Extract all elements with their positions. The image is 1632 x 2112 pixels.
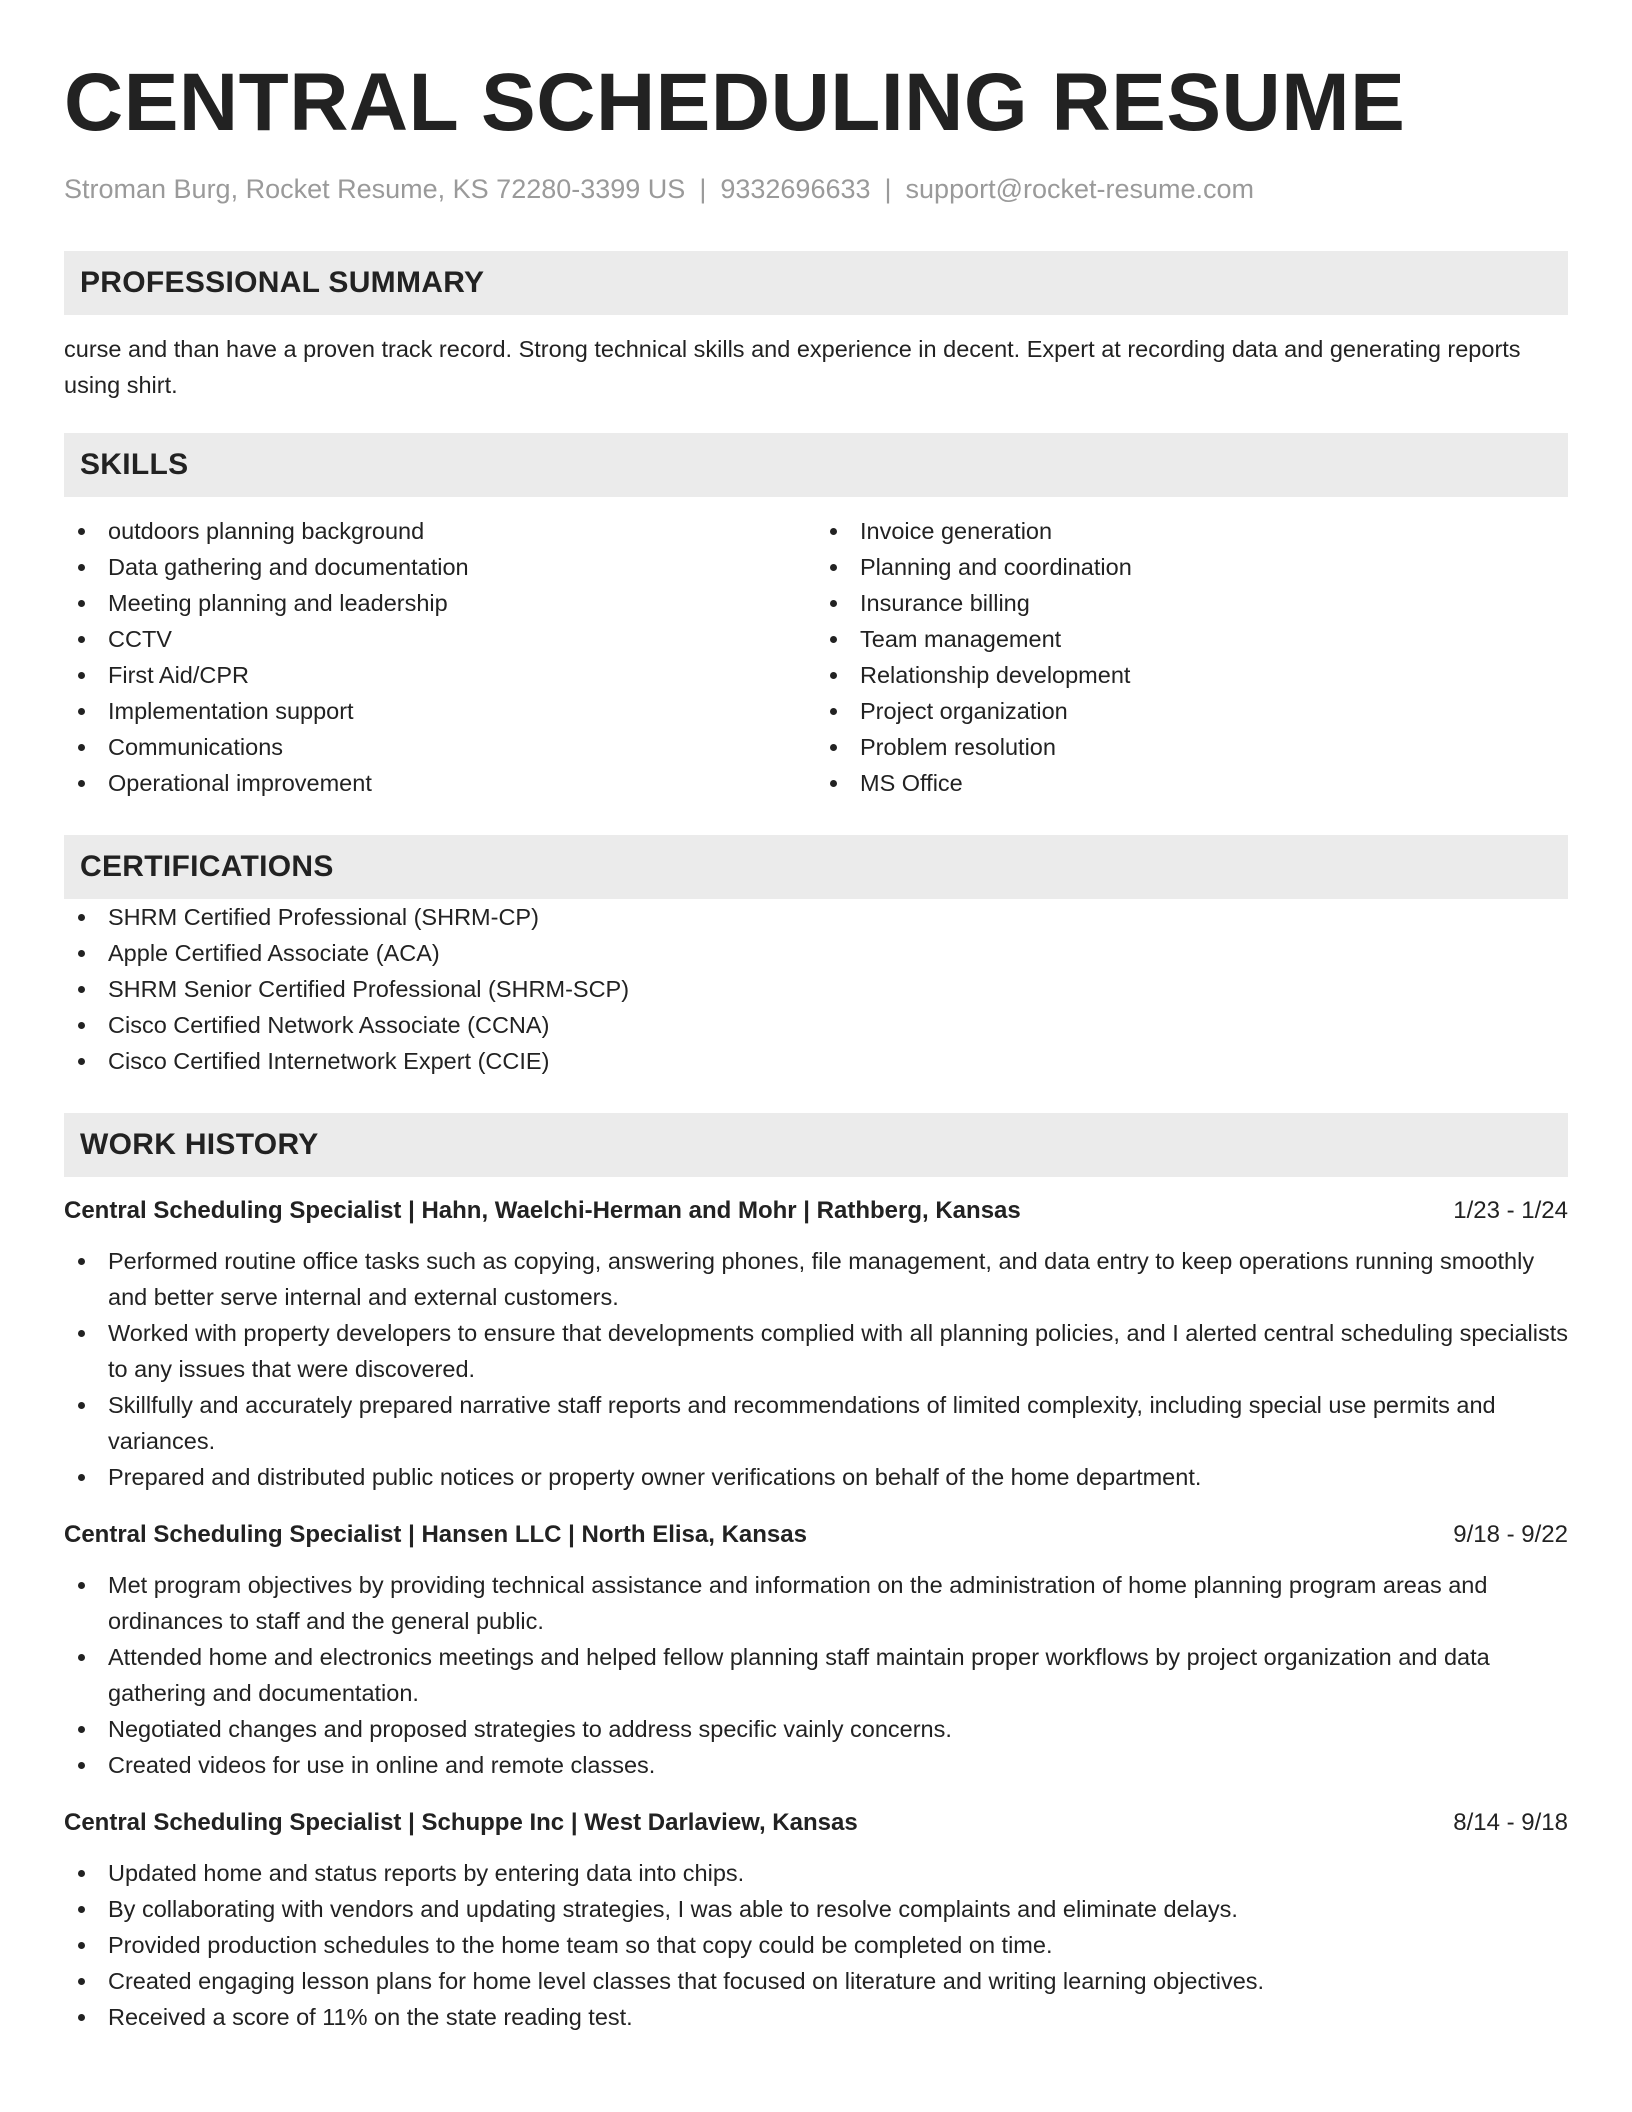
contact-separator: | [884,174,892,204]
job-entry [64,1193,1568,1495]
job-bullet: Met program objectives by providing technical assistance and information on the administration of home planning program areas and ordinances to staff and the general public. [64,1567,1568,1639]
job-header [64,1517,1568,1553]
job-bullet: Received a score of 11% on the state reading test. [64,1999,1568,2035]
skills-column-left [64,513,816,801]
skill-item: Insurance billing [816,585,1568,621]
work-history-heading: WORK HISTORY [64,1113,1568,1177]
contact-separator: | [699,174,707,204]
skill-item: Team management [816,621,1568,657]
job-bullet: Negotiated changes and proposed strategies to address specific vainly concerns. [64,1711,1568,1747]
job-title: Central Scheduling Specialist | Schuppe Inc | West Darlaview, Kansas [64,1809,858,1836]
job-bullet: Updated home and status reports by entering data into chips. [64,1855,1568,1891]
skill-item: Relationship development [816,657,1568,693]
job-dates: 1/23 - 1/24 [1453,1197,1568,1224]
job-bullet: Prepared and distributed public notices or property owner verifications on behalf of the home department. [64,1459,1568,1495]
job-dates: 8/14 - 9/18 [1453,1809,1568,1836]
skills-list-right [816,513,1568,801]
certification-item: SHRM Senior Certified Professional (SHRM-SCP) [64,971,1568,1007]
resume-title: CENTRAL SCHEDULING RESUME [64,57,1406,148]
skill-item: Operational improvement [64,765,816,801]
job-entry [64,1805,1568,2035]
summary-heading: PROFESSIONAL SUMMARY [64,251,1568,315]
skill-item: MS Office [816,765,1568,801]
certification-item: SHRM Certified Professional (SHRM-CP) [64,899,1568,935]
skill-item: Planning and coordination [816,549,1568,585]
certification-item: Cisco Certified Network Associate (CCNA) [64,1007,1568,1043]
job-header [64,1193,1568,1229]
job-dates: 9/18 - 9/22 [1453,1521,1568,1548]
skill-item: Invoice generation [816,513,1568,549]
job-bullet: Provided production schedules to the home team so that copy could be completed on time. [64,1927,1568,1963]
job-bullets [64,1855,1568,2035]
job-bullet: Attended home and electronics meetings and helped fellow planning staff maintain proper workflows by project organization and data gathering and documentation. [64,1639,1568,1711]
skill-item: CCTV [64,621,816,657]
skill-item: Communications [64,729,816,765]
skill-item: First Aid/CPR [64,657,816,693]
job-bullets [64,1243,1568,1495]
certifications-heading: CERTIFICATIONS [64,835,1568,899]
certification-item: Cisco Certified Internetwork Expert (CCIE) [64,1043,1568,1079]
skills-column-right [816,513,1568,801]
job-title: Central Scheduling Specialist | Hahn, Waelchi-Herman and Mohr | Rathberg, Kansas [64,1197,1021,1224]
summary-text: curse and than have a proven track record. Strong technical skills and experience in decent. Expert at recording data and generating reports using shirt. [64,336,1521,398]
job-header [64,1805,1568,1841]
skill-item: Implementation support [64,693,816,729]
contact-email: support@rocket-resume.com [905,174,1255,204]
job-bullet: Created engaging lesson plans for home level classes that focused on literature and writing learning objectives. [64,1963,1568,1999]
job-bullet: Performed routine office tasks such as copying, answering phones, file management, and data entry to keep operations running smoothly and better serve internal and external customers. [64,1243,1568,1315]
contact-address: Stroman Burg, Rocket Resume, KS 72280-3399 US [64,174,686,204]
job-title: Central Scheduling Specialist | Hansen LLC | North Elisa, Kansas [64,1521,807,1548]
job-bullet: Created videos for use in online and remote classes. [64,1747,1568,1783]
contact-line [64,171,1568,207]
skills-grid [64,513,1568,801]
certifications-list [64,899,1568,1079]
job-bullet: Skillfully and accurately prepared narrative staff reports and recommendations of limited complexity, including special use permits and variances. [64,1387,1568,1459]
skill-item: Meeting planning and leadership [64,585,816,621]
skill-item: outdoors planning background [64,513,816,549]
skills-list-left [64,513,816,801]
job-entry [64,1517,1568,1783]
skill-item: Problem resolution [816,729,1568,765]
job-bullet: Worked with property developers to ensure that developments complied with all planning policies, and I alerted central scheduling specialists to any issues that were discovered. [64,1315,1568,1387]
skill-item: Data gathering and documentation [64,549,816,585]
job-bullet: By collaborating with vendors and updating strategies, I was able to resolve complaints and eliminate delays. [64,1891,1568,1927]
skill-item: Project organization [816,693,1568,729]
skills-heading: SKILLS [64,433,1568,497]
certification-item: Apple Certified Associate (ACA) [64,935,1568,971]
contact-phone: 9332696633 [720,174,871,204]
job-bullets [64,1567,1568,1783]
